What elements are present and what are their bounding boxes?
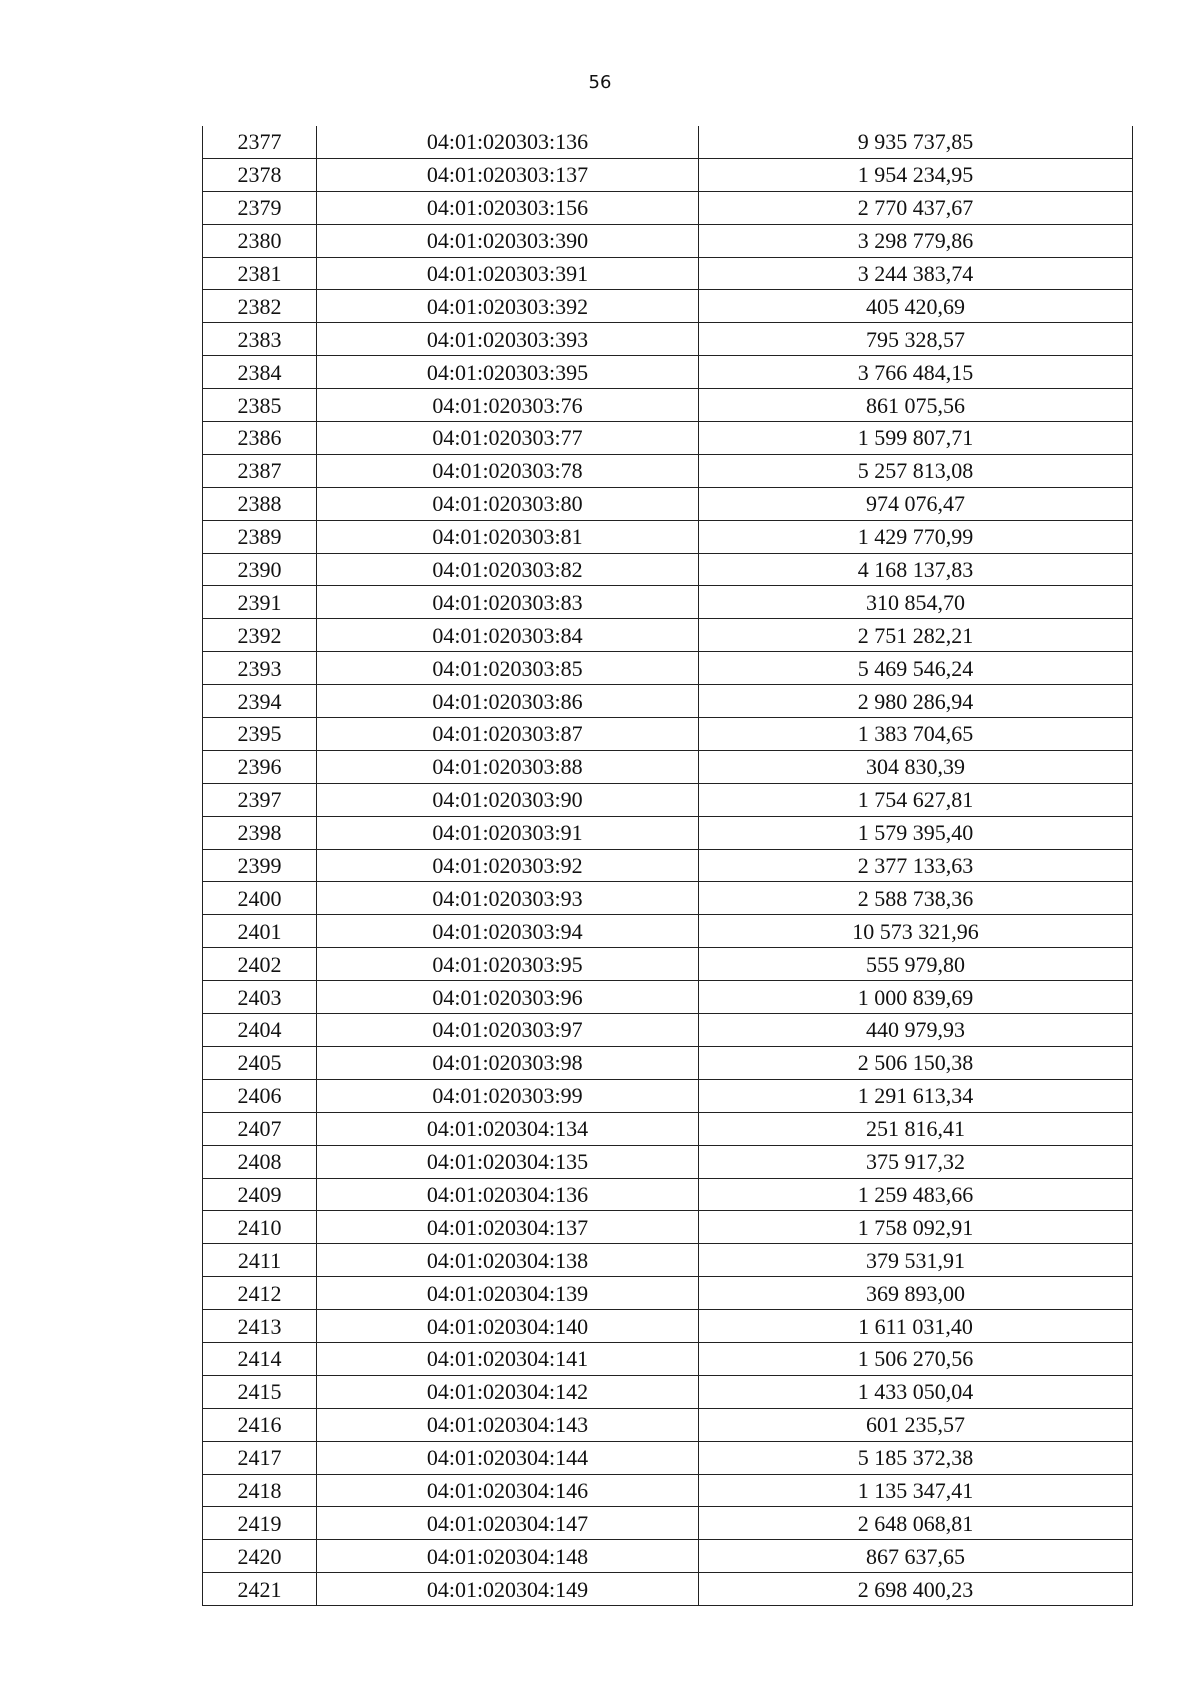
cadastral-number-cell: 04:01:020303:78 [317,454,699,487]
row-number-cell: 2399 [203,849,317,882]
row-number-cell: 2411 [203,1244,317,1277]
cadastral-value-table [202,126,1133,1606]
row-number-cell: 2419 [203,1507,317,1540]
table-row [203,1375,1133,1408]
cadastral-value-cell: 1 611 031,40 [699,1310,1133,1343]
table-row [203,1014,1133,1047]
cadastral-value-cell: 867 637,65 [699,1540,1133,1573]
table-row [203,1310,1133,1343]
table-row [203,619,1133,652]
row-number-cell: 2393 [203,652,317,685]
cadastral-value-cell: 10 573 321,96 [699,915,1133,948]
cadastral-number-cell: 04:01:020303:80 [317,487,699,520]
table-row [203,1112,1133,1145]
table-row [203,1573,1133,1606]
table-row [203,487,1133,520]
table-row [203,882,1133,915]
cadastral-number-cell: 04:01:020303:390 [317,224,699,257]
row-number-cell: 2398 [203,816,317,849]
table-row [203,1342,1133,1375]
cadastral-number-cell: 04:01:020304:148 [317,1540,699,1573]
table-row [203,520,1133,553]
cadastral-number-cell: 04:01:020303:85 [317,652,699,685]
cadastral-value-cell: 375 917,32 [699,1145,1133,1178]
cadastral-value-cell: 2 377 133,63 [699,849,1133,882]
row-number-cell: 2405 [203,1046,317,1079]
cadastral-value-cell: 3 244 383,74 [699,257,1133,290]
cadastral-number-cell: 04:01:020303:84 [317,619,699,652]
table-row [203,849,1133,882]
table-row [203,816,1133,849]
row-number-cell: 2409 [203,1178,317,1211]
table-row [203,323,1133,356]
table-row [203,126,1133,158]
row-number-cell: 2408 [203,1145,317,1178]
cadastral-value-cell: 2 506 150,38 [699,1046,1133,1079]
cadastral-number-cell: 04:01:020303:95 [317,948,699,981]
row-number-cell: 2410 [203,1211,317,1244]
table-row [203,652,1133,685]
cadastral-value-cell: 251 816,41 [699,1112,1133,1145]
cadastral-number-cell: 04:01:020303:393 [317,323,699,356]
row-number-cell: 2394 [203,685,317,718]
cadastral-number-cell: 04:01:020303:82 [317,553,699,586]
cadastral-value-cell: 1 754 627,81 [699,783,1133,816]
cadastral-number-cell: 04:01:020304:136 [317,1178,699,1211]
cadastral-number-cell: 04:01:020304:144 [317,1441,699,1474]
row-number-cell: 2415 [203,1375,317,1408]
row-number-cell: 2382 [203,290,317,323]
table-row [203,422,1133,455]
row-number-cell: 2384 [203,356,317,389]
cadastral-number-cell: 04:01:020303:90 [317,783,699,816]
cadastral-value-cell: 2 698 400,23 [699,1573,1133,1606]
cadastral-number-cell: 04:01:020304:140 [317,1310,699,1343]
cadastral-value-cell: 1 383 704,65 [699,718,1133,751]
row-number-cell: 2414 [203,1342,317,1375]
row-number-cell: 2401 [203,915,317,948]
row-number-cell: 2391 [203,586,317,619]
cadastral-value-cell: 1 758 092,91 [699,1211,1133,1244]
cadastral-value-cell: 2 648 068,81 [699,1507,1133,1540]
cadastral-number-cell: 04:01:020303:391 [317,257,699,290]
cadastral-value-cell: 1 259 483,66 [699,1178,1133,1211]
table-row [203,1211,1133,1244]
table-row [203,1540,1133,1573]
cadastral-number-cell: 04:01:020304:146 [317,1474,699,1507]
cadastral-number-cell: 04:01:020303:87 [317,718,699,751]
table-row [203,783,1133,816]
cadastral-number-cell: 04:01:020304:141 [317,1342,699,1375]
cadastral-value-cell: 304 830,39 [699,750,1133,783]
page-number: 56 [588,72,612,93]
row-number-cell: 2390 [203,553,317,586]
row-number-cell: 2381 [203,257,317,290]
cadastral-value-cell: 1 433 050,04 [699,1375,1133,1408]
cadastral-number-cell: 04:01:020303:156 [317,191,699,224]
row-number-cell: 2383 [203,323,317,356]
cadastral-value-cell: 369 893,00 [699,1277,1133,1310]
cadastral-value-cell: 2 751 282,21 [699,619,1133,652]
cadastral-value-cell: 1 579 395,40 [699,816,1133,849]
table-row [203,1408,1133,1441]
cadastral-number-cell: 04:01:020303:97 [317,1014,699,1047]
table-row [203,948,1133,981]
cadastral-value-cell: 379 531,91 [699,1244,1133,1277]
cadastral-value-cell: 601 235,57 [699,1408,1133,1441]
cadastral-number-cell: 04:01:020304:139 [317,1277,699,1310]
row-number-cell: 2400 [203,882,317,915]
cadastral-value-cell: 1 506 270,56 [699,1342,1133,1375]
cadastral-value-cell: 5 469 546,24 [699,652,1133,685]
row-number-cell: 2385 [203,389,317,422]
row-number-cell: 2397 [203,783,317,816]
table-row [203,356,1133,389]
row-number-cell: 2378 [203,158,317,191]
table-row [203,1441,1133,1474]
cadastral-number-cell: 04:01:020304:134 [317,1112,699,1145]
cadastral-number-cell: 04:01:020304:137 [317,1211,699,1244]
table-row [203,586,1133,619]
cadastral-value-cell: 9 935 737,85 [699,126,1133,158]
cadastral-number-cell: 04:01:020304:143 [317,1408,699,1441]
row-number-cell: 2402 [203,948,317,981]
cadastral-value-cell: 1 429 770,99 [699,520,1133,553]
table-row [203,191,1133,224]
table-row [203,750,1133,783]
row-number-cell: 2389 [203,520,317,553]
cadastral-value-cell: 3 298 779,86 [699,224,1133,257]
cadastral-number-cell: 04:01:020303:76 [317,389,699,422]
cadastral-number-cell: 04:01:020303:392 [317,290,699,323]
table-row [203,224,1133,257]
table-row [203,553,1133,586]
cadastral-value-cell: 405 420,69 [699,290,1133,323]
cadastral-value-cell: 4 168 137,83 [699,553,1133,586]
table-row [203,915,1133,948]
cadastral-value-cell: 1 135 347,41 [699,1474,1133,1507]
table-row [203,389,1133,422]
table-row [203,290,1133,323]
cadastral-value-cell: 2 770 437,67 [699,191,1133,224]
table-row [203,1277,1133,1310]
table-row [203,685,1133,718]
cadastral-value-cell: 555 979,80 [699,948,1133,981]
row-number-cell: 2386 [203,422,317,455]
row-number-cell: 2416 [203,1408,317,1441]
cadastral-value-cell: 974 076,47 [699,487,1133,520]
cadastral-value-cell: 1 599 807,71 [699,422,1133,455]
cadastral-number-cell: 04:01:020304:138 [317,1244,699,1277]
table-row [203,1046,1133,1079]
row-number-cell: 2417 [203,1441,317,1474]
cadastral-value-cell: 3 766 484,15 [699,356,1133,389]
cadastral-number-cell: 04:01:020303:98 [317,1046,699,1079]
cadastral-number-cell: 04:01:020303:136 [317,126,699,158]
cadastral-number-cell: 04:01:020303:93 [317,882,699,915]
cadastral-number-cell: 04:01:020303:86 [317,685,699,718]
row-number-cell: 2420 [203,1540,317,1573]
table-row [203,1079,1133,1112]
table-row [203,1474,1133,1507]
cadastral-number-cell: 04:01:020303:92 [317,849,699,882]
cadastral-value-cell: 5 185 372,38 [699,1441,1133,1474]
table-row [203,1145,1133,1178]
cadastral-value-cell: 2 588 738,36 [699,882,1133,915]
row-number-cell: 2413 [203,1310,317,1343]
row-number-cell: 2421 [203,1573,317,1606]
cadastral-number-cell: 04:01:020303:96 [317,981,699,1014]
table-row [203,257,1133,290]
row-number-cell: 2387 [203,454,317,487]
table-row [203,158,1133,191]
cadastral-value-cell: 310 854,70 [699,586,1133,619]
cadastral-number-cell: 04:01:020303:99 [317,1079,699,1112]
row-number-cell: 2379 [203,191,317,224]
table-row [203,1507,1133,1540]
table-body [203,126,1133,1606]
cadastral-number-cell: 04:01:020303:137 [317,158,699,191]
row-number-cell: 2377 [203,126,317,158]
cadastral-value-cell: 795 328,57 [699,323,1133,356]
cadastral-number-cell: 04:01:020304:147 [317,1507,699,1540]
cadastral-number-cell: 04:01:020303:91 [317,816,699,849]
row-number-cell: 2418 [203,1474,317,1507]
cadastral-value-cell: 5 257 813,08 [699,454,1133,487]
cadastral-value-cell: 861 075,56 [699,389,1133,422]
row-number-cell: 2404 [203,1014,317,1047]
row-number-cell: 2412 [203,1277,317,1310]
table-row [203,454,1133,487]
cadastral-number-cell: 04:01:020304:135 [317,1145,699,1178]
cadastral-value-cell: 1 954 234,95 [699,158,1133,191]
cadastral-number-cell: 04:01:020303:395 [317,356,699,389]
cadastral-value-cell: 440 979,93 [699,1014,1133,1047]
row-number-cell: 2388 [203,487,317,520]
cadastral-value-cell: 1 291 613,34 [699,1079,1133,1112]
row-number-cell: 2395 [203,718,317,751]
row-number-cell: 2380 [203,224,317,257]
cadastral-number-cell: 04:01:020303:94 [317,915,699,948]
cadastral-number-cell: 04:01:020303:83 [317,586,699,619]
cadastral-number-cell: 04:01:020304:142 [317,1375,699,1408]
cadastral-value-cell: 1 000 839,69 [699,981,1133,1014]
table-row [203,718,1133,751]
cadastral-number-cell: 04:01:020303:77 [317,422,699,455]
table-row [203,1244,1133,1277]
row-number-cell: 2392 [203,619,317,652]
table-row [203,1178,1133,1211]
table-row [203,981,1133,1014]
cadastral-number-cell: 04:01:020303:81 [317,520,699,553]
row-number-cell: 2403 [203,981,317,1014]
cadastral-value-cell: 2 980 286,94 [699,685,1133,718]
cadastral-number-cell: 04:01:020304:149 [317,1573,699,1606]
row-number-cell: 2406 [203,1079,317,1112]
row-number-cell: 2407 [203,1112,317,1145]
cadastral-number-cell: 04:01:020303:88 [317,750,699,783]
row-number-cell: 2396 [203,750,317,783]
